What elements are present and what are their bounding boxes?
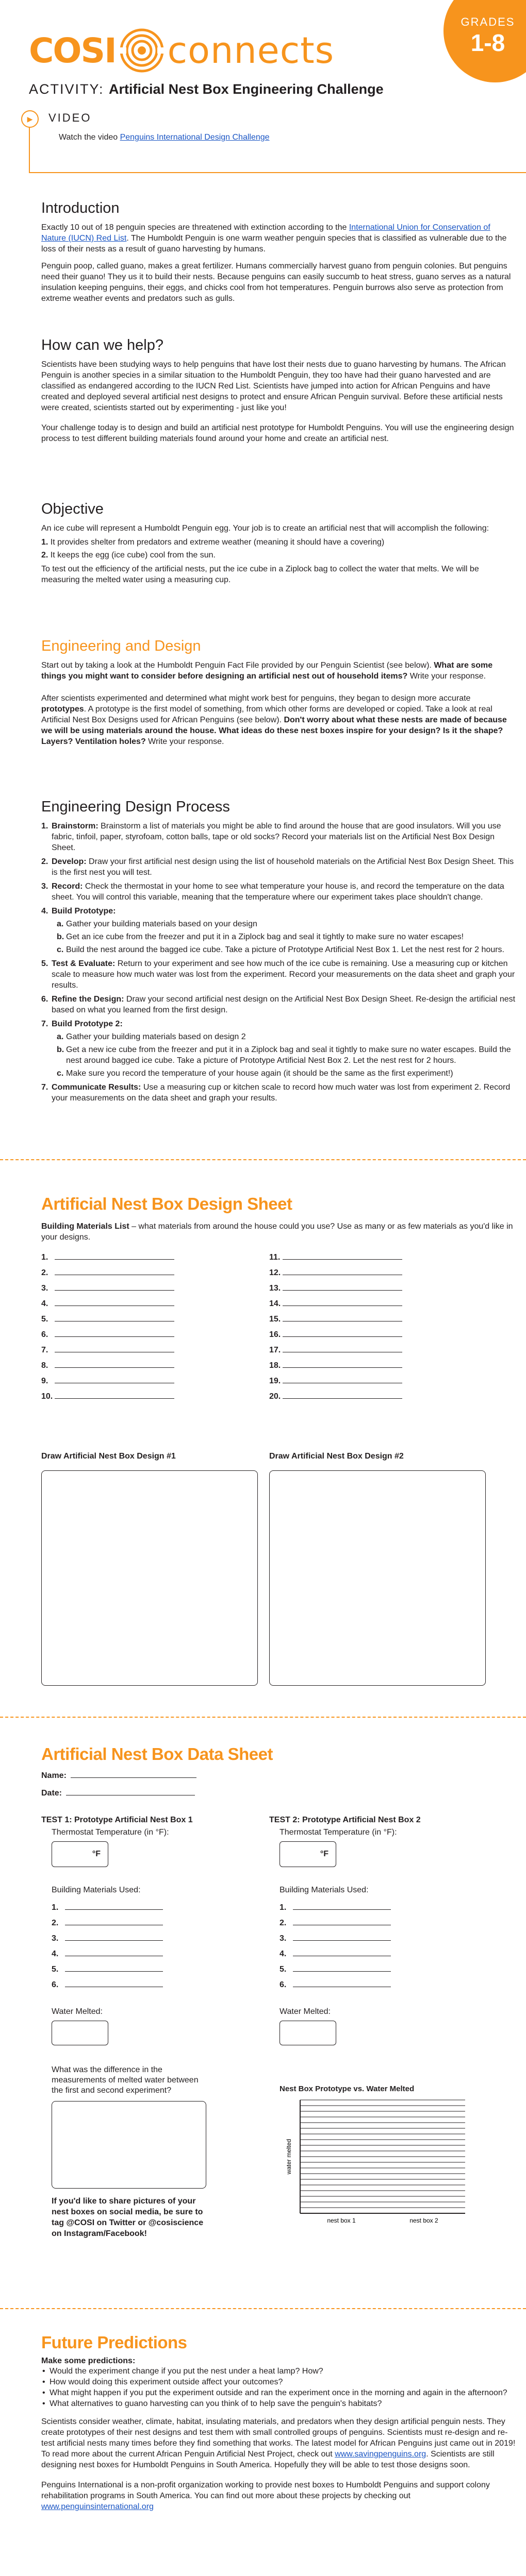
material-line[interactable]: 16. — [269, 1324, 402, 1340]
video-section — [27, 111, 526, 173]
process-substeps — [52, 919, 516, 955]
test2-temp-input[interactable]: °F — [280, 1841, 336, 1867]
materials-list-left — [41, 1247, 174, 1401]
material-line[interactable]: 8. — [41, 1355, 174, 1370]
material-line[interactable]: 1. — [52, 1897, 258, 1912]
material-line[interactable]: 5. — [52, 1959, 258, 1974]
name-field[interactable]: Name: — [41, 1765, 196, 1781]
material-line[interactable]: 4. — [52, 1943, 258, 1959]
data-sheet-title: Artificial Nest Box Data Sheet — [41, 1744, 273, 1764]
logo-rings-icon — [119, 28, 165, 73]
section-divider — [0, 1717, 526, 1718]
engineering-design-heading: Engineering and Design — [41, 638, 201, 654]
design-process-heading: Engineering Design Process — [41, 799, 230, 815]
process-step: 1. Brainstorm: Brainstorm a list of materials you might be able to find around the house that are good insulators. Will you use fabric, tinfoil, paper, styrofoam, cotton balls, tape or old socks? Record your materials list on the Artificial Nest Box Design Sheet. — [41, 822, 501, 852]
process-step: 3. Record: Check the thermostat in your home to see what temperature your house is, and record the temperature on the data sheet. You will control this variable, meaning that the temperature where our experiment takes place shouldn't change. — [41, 882, 504, 902]
material-line[interactable]: 9. — [41, 1370, 174, 1386]
material-line[interactable]: 5. — [41, 1309, 174, 1324]
material-line[interactable]: 2. — [52, 1912, 258, 1928]
test1-water-melted-input[interactable] — [52, 2021, 108, 2045]
savingpenguins-link[interactable]: www.savingpenguins.org — [335, 2450, 426, 2459]
material-line[interactable]: 5. — [280, 1959, 486, 1974]
design1-label: Draw Artificial Nest Box Design #1 — [41, 1452, 176, 1461]
process-step: 2. Develop: Draw your first artificial nest design using the list of household materials on the Artificial Nest Box Design Sheet. This is the first nest you will test. — [41, 857, 514, 877]
objective-section — [41, 501, 516, 591]
date-field[interactable]: Date: — [41, 1783, 195, 1798]
process-step: 6. Refine the Design: Draw your second artificial nest design on the Artificial Nest Box Design Sheet. Re-design the artificial nest based on what you learned from the first design. — [41, 995, 516, 1014]
engineering-design-p1: Start out by taking a look at the Humboldt Penguin Fact File provided by our Penguin Scientist (see below). What are some things you might want to consider before designing an artificial nest out of household items? Write your response. — [41, 661, 493, 681]
process-substep: a. Gather your building materials based on design 2 — [57, 1032, 246, 1041]
penguinsinternational-link[interactable]: www.penguinsinternational.org — [41, 2502, 154, 2511]
introduction-p1 — [41, 222, 516, 255]
logo-connects-text: connects — [167, 29, 335, 72]
design-process-section — [41, 799, 516, 1107]
prediction-item: • What alternatives to guano harvesting can you think of to help save the penguin's habitats? — [41, 2398, 516, 2409]
process-step: 7. Communicate Results: Use a measuring cup or kitchen scale to record how much water was lost from experiment 2. Record your measurements on the data sheet and graph your results. — [41, 1083, 511, 1103]
logo-cosi-text: COSI — [29, 30, 116, 71]
grades-label: GRADES — [461, 15, 515, 28]
introduction-heading: Introduction — [41, 200, 120, 216]
future-p2: Penguins International is a non-profit organization working to provide nest boxes to Humboldt Penguins and support colony rehabilitation programs in South America. You can find out more about these projects by checking out www.penguinsinternational.org — [41, 2481, 490, 2511]
iucn-link[interactable]: International Union for Conservation of Nature (IUCN) Red List — [41, 223, 490, 243]
grades-badge — [443, 0, 526, 82]
material-line[interactable]: 17. — [269, 1340, 402, 1355]
test2-materials-list — [280, 1897, 486, 1990]
activity-prefix: ACTIVITY: — [29, 81, 104, 97]
material-line[interactable]: 14. — [269, 1293, 402, 1309]
material-line[interactable]: 10. — [41, 1386, 174, 1401]
objective-p1: An ice cube will represent a Humboldt Penguin egg. Your job is to create an artificial nest that will accomplish the following: — [41, 524, 489, 533]
objective-list — [41, 537, 516, 561]
chart-x-tick-label: nest box 1 — [327, 2217, 356, 2224]
design2-label: Draw Artificial Nest Box Design #2 — [269, 1452, 404, 1461]
material-line[interactable]: 2. — [280, 1912, 486, 1928]
objective-item: 1. It provides shelter from predators and extreme weather (meaning it should have a covering) — [41, 538, 385, 547]
introduction-p2: Penguin poop, called guano, makes a great fertilizer. Humans commercially harvest guano from penguin colonies. But penguins need their guano! They us it to build their nests. Because penguins can easily succumb to heat stress, guano serves as a natural insulation keeping penguins, their eggs, and chicks cool from hot temperatures. Penguin burrows also serve as protection from extreme weather events and predators such as gulls. — [41, 262, 511, 303]
future-section — [41, 2333, 516, 2518]
material-line[interactable]: 7. — [41, 1340, 174, 1355]
process-substep: c. Build the nest around the bagged ice cube. Take a picture of Prototype Artificial Nest Box 1. Let the nest rest for 2 hours. — [57, 945, 504, 954]
material-line[interactable]: 6. — [280, 1974, 486, 1990]
process-substep: a. Gather your building materials based on your design — [57, 920, 257, 928]
help-heading: How can we help? — [41, 337, 163, 353]
test2-materials-label: Building Materials Used: — [280, 1886, 369, 1894]
materials-list-right — [269, 1247, 402, 1401]
material-line[interactable]: 4. — [41, 1293, 174, 1309]
predictions-list — [41, 2366, 516, 2409]
objective-item: 2. It keeps the egg (ice cube) cool from the sun. — [41, 551, 216, 560]
process-step: 4. Build Prototype: a. Gather your building materials based on your design b. Get an ice cube from the freezer and put it in a Ziplock bag and seal it tightly to make sure no water escapes! c. Build the nest around the bagged ice cube. Take a picture of Prototype Artificial Nest Box 1. Let the nest rest for 2 hours. — [41, 906, 516, 955]
material-line[interactable]: 19. — [269, 1370, 402, 1386]
design2-drawing-area[interactable] — [269, 1470, 486, 1686]
test1-materials-label: Building Materials Used: — [52, 1886, 141, 1894]
process-substep: b. Get an ice cube from the freezer and put it in a Ziplock bag and seal it tightly to make sure no water escapes! — [57, 933, 464, 941]
test1-temp-input[interactable]: °F — [52, 1841, 108, 1867]
video-link[interactable]: Penguins International Design Challenge — [120, 133, 270, 142]
material-line[interactable]: 1. — [280, 1897, 486, 1912]
test1-water-melted-label: Water Melted: — [52, 2007, 103, 2016]
material-line[interactable]: 13. — [269, 1278, 402, 1293]
material-line[interactable]: 11. — [269, 1247, 402, 1262]
process-substep: b. Get a new ice cube from the freezer and put it in a Ziplock bag and seal it tightly to make sure no water escapes. Build the nest around bagged ice cube. Take a picture of Prototype Artificial Nest Box 2. Let the nest rest for 2 hours. — [57, 1045, 511, 1065]
material-line[interactable]: 3. — [52, 1928, 258, 1943]
intro-p1-suffix: . The Humboldt Penguin is one warm weather penguin species that is classified as vulnerable due to the loss of their nests as a result of guano harvesting by humans. — [41, 234, 507, 253]
prediction-item: • What might happen if you put the experiment outside and ran the experiment once in the morning and again in the afternoon? — [41, 2387, 516, 2398]
video-instruction — [59, 133, 270, 142]
video-text-prefix: Watch the video — [59, 133, 120, 142]
prediction-item: • How would doing this experiment outside affect your outcomes? — [41, 2377, 516, 2387]
process-substep: c. Make sure you record the temperature of your house again (it should be the same as the first experiment!) — [57, 1069, 453, 1078]
materials-instructions: Building Materials List – what materials from around the house could you use? Use as many or as few materials as you'd like in your designs. — [41, 1222, 513, 1242]
difference-question: What was the difference in the measurements of melted water between the first and second experiment? — [52, 2065, 199, 2095]
future-p1: Scientists consider weather, climate, habitat, insulating materials, and predators when they design artificial penguin nests. They create prototypes of their nest designs and test them with small controlled groups of penguins. Scientists must re-design and re-test artificial nests many times before they find something that works. The latest model for African Penguins just came out in 2019! To read more about the current African Penguin Artificial Nest Project, check out www.savingpenguins.org. Scientists are still designing nest boxes for Humboldt Penguins in South America. Hopefully they will be able to test those designs soon. — [41, 2417, 516, 2469]
material-line[interactable]: 6. — [41, 1324, 174, 1340]
cosi-connects-logo — [29, 28, 334, 73]
help-p2: Your challenge today is to design and build an artificial nest prototype for Humboldt Penguins. You will use the engineering design process to test different building materials found around your home and create an artificial nest. — [41, 423, 514, 443]
material-line[interactable]: 20. — [269, 1386, 402, 1401]
video-title: VIDEO — [48, 111, 92, 124]
material-line[interactable]: 6. — [52, 1974, 258, 1990]
design1-drawing-area[interactable] — [41, 1470, 258, 1686]
process-step: 5. Test & Evaluate: Return to your experiment and see how much of the ice cube is remaining. Use a measuring cup or kitchen scale to measure how much water was lost from the experiment. Record your measurements on the data sheet and graph your results. — [41, 959, 515, 990]
help-p1: Scientists have been studying ways to help penguins that have lost their nests due to guano harvesting by humans. The African Penguin is another species in a similar situation to the Humboldt Penguin, they too have had their guano harvested and are classified as endangered according to the IUCN Red List. Scientists have jumped into action for African Penguins and have created and deployed several artificial nest designs to protect and ensure African Penguin survival. Before these artificial nests were created, scientists started out by experimenting - just like you! — [41, 360, 506, 412]
section-divider — [0, 1159, 526, 1160]
grades-value: 1-8 — [470, 29, 505, 56]
header — [0, 0, 526, 103]
process-step: 7. Build Prototype 2: a. Gather your building materials based on design 2 b. Get a new ice cube from the freezer and put it in a Ziplock bag and seal it tightly to make sure no water escapes. Build the nest around bagged ice cube. Take a picture of Prototype Artificial Nest Box 2. Let the nest rest for 2 hours. c. Make sure you record the temperature of your house again (it should be the same as the first experiment!) — [41, 1019, 516, 1079]
material-line[interactable]: 4. — [280, 1943, 486, 1959]
test2-water-melted-input[interactable] — [280, 2021, 336, 2045]
test2-water-melted-label: Water Melted: — [280, 2007, 331, 2016]
test2-thermo-label: Thermostat Temperature (in °F): — [280, 1828, 397, 1837]
prediction-item: • Would the experiment change if you put the nest under a heat lamp? How? — [41, 2366, 516, 2377]
chart-x-tick-label: nest box 2 — [409, 2217, 438, 2224]
process-substeps — [52, 1031, 516, 1079]
section-divider — [0, 2308, 526, 2309]
material-line[interactable]: 12. — [269, 1262, 402, 1278]
play-icon[interactable]: ▶ — [21, 110, 39, 128]
design-process-steps — [41, 821, 516, 1104]
objective-heading: Objective — [41, 501, 104, 517]
test1-thermo-label: Thermostat Temperature (in °F): — [52, 1828, 169, 1837]
design-sheet-section — [41, 1194, 516, 1249]
test2-title: TEST 2: Prototype Artificial Nest Box 2 — [269, 1816, 421, 1824]
engineering-design-section — [41, 638, 516, 753]
test2-column — [269, 1816, 486, 2045]
material-line[interactable]: 1. — [41, 1247, 174, 1262]
design-sheet-title: Artificial Nest Box Design Sheet — [41, 1194, 292, 1213]
introduction-section — [41, 200, 516, 310]
test1-materials-list — [52, 1897, 258, 1990]
help-section — [41, 337, 516, 450]
intro-p1-prefix: Exactly 10 out of 18 penguin species are threatened with extinction according to the — [41, 223, 349, 232]
material-line[interactable]: 18. — [269, 1355, 402, 1370]
material-line[interactable]: 15. — [269, 1309, 402, 1324]
engineering-design-p2: After scientists experimented and determined what might work best for penguins, they began to design more accurate prototypes. A prototype is the first model of something, from which other forms are developed or copied. Take a look at real Artificial Nest Box Designs used for African Penguins (see below). Don't worry about what these nests are made of because we will be using materials around the house. What ideas do these nest boxes inspire for your design? Is it the shape? Layers? Ventilation holes? Write your response. — [41, 694, 507, 746]
future-heading: Future Predictions — [41, 2333, 187, 2352]
material-line[interactable]: 3. — [280, 1928, 486, 1943]
chart-title: Nest Box Prototype vs. Water Melted — [280, 2084, 415, 2093]
water-melted-chart — [280, 2084, 475, 2239]
activity-title: Artificial Nest Box Engineering Challenge — [109, 81, 384, 97]
difference-answer-box[interactable] — [52, 2101, 206, 2189]
chart-plot — [280, 2095, 475, 2239]
future-subheading: Make some predictions: — [41, 2357, 136, 2365]
social-share-note: If you'd like to share pictures of your nest boxes on social media, be sure to tag @COSI on Twitter or @cosiscience on Instagram/Facebook! — [52, 2197, 204, 2238]
chart-y-label: water melted — [285, 2139, 292, 2175]
material-line[interactable]: 3. — [41, 1278, 174, 1293]
test1-title: TEST 1: Prototype Artificial Nest Box 1 — [41, 1816, 193, 1824]
objective-p2: To test out the efficiency of the artificial nests, put the ice cube in a Ziplock bag to collect the water that melts. We will be measuring the melted water using a measuring cup. — [41, 565, 479, 584]
material-line[interactable]: 2. — [41, 1262, 174, 1278]
test1-column — [41, 1816, 258, 2239]
activity-title-line — [29, 81, 384, 97]
